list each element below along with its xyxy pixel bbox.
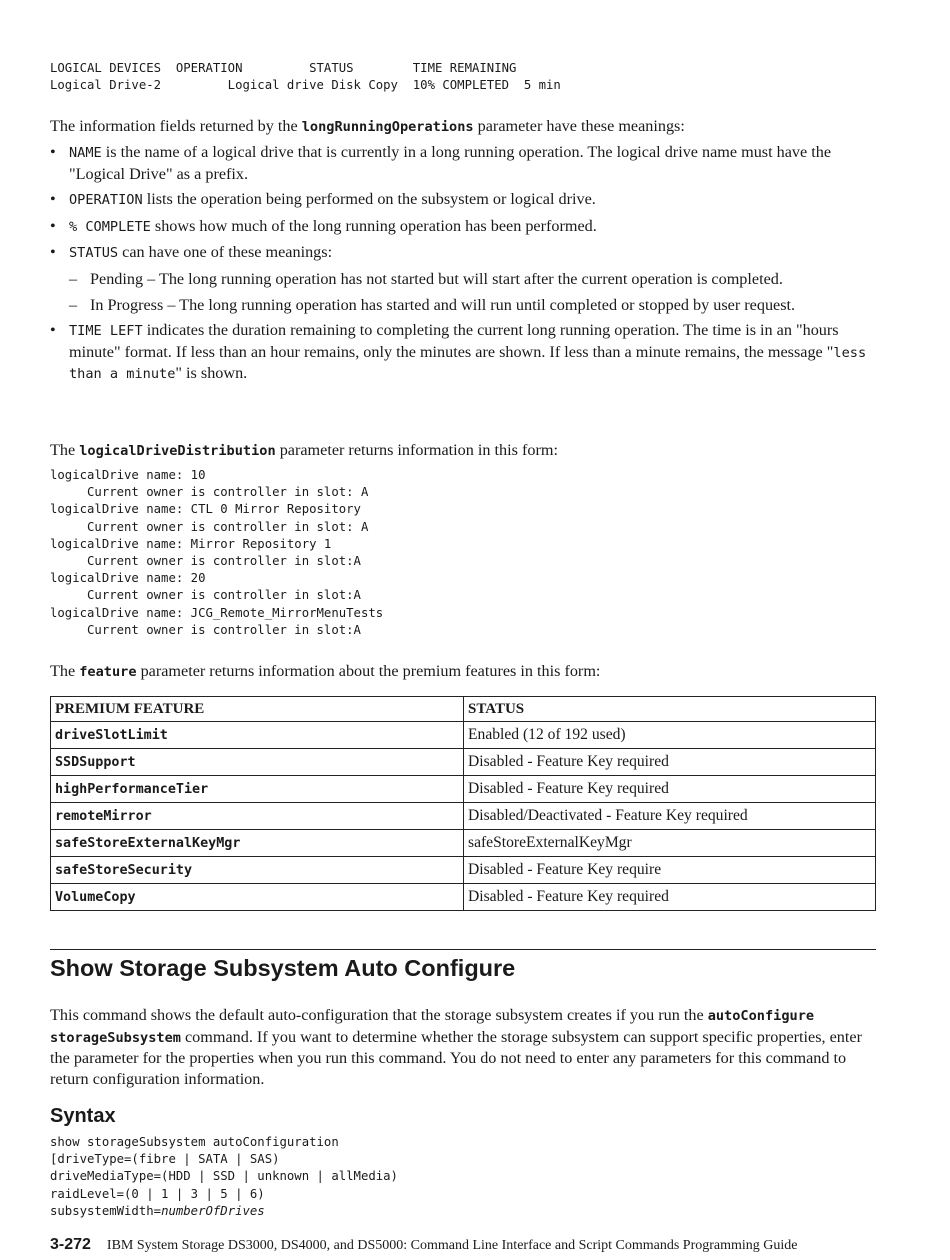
table-row — [51, 884, 876, 911]
feature-status: Enabled (12 of 192 used) — [464, 722, 876, 749]
table-row — [51, 776, 876, 803]
feature-name: driveSlotLimit — [51, 722, 464, 749]
list-item-time-left: • TIME LEFT indicates the duration remaining to completing the current long running operation. The time is in an "hours minute" format. If less than an hour remains, only the minutes are shown. If less than a minute remains, the message "less than a minute" is shown. — [50, 320, 876, 385]
table-row — [51, 857, 876, 884]
table-row — [51, 803, 876, 830]
page-number: 3-272 — [50, 1236, 91, 1253]
section-heading: Show Storage Subsystem Auto Configure — [50, 955, 516, 981]
book-title: IBM System Storage DS3000, DS4000, and DS5000: Command Line Interface and Script Commands Programming Guide — [106, 1238, 798, 1253]
syntax-variable: numberOfDrives — [161, 1203, 265, 1218]
feature-name: remoteMirror — [51, 803, 464, 830]
feature-status: Disabled - Feature Key require — [464, 857, 876, 884]
operations-output — [50, 60, 561, 94]
feature-name: SSDSupport — [51, 749, 464, 776]
page-footer — [50, 1236, 930, 1254]
feature-status: Disabled - Feature Key required — [464, 749, 876, 776]
operations-header: LOGICAL DEVICES OPERATION STATUS TIME REMAINING — [50, 61, 517, 75]
feature-status: safeStoreExternalKeyMgr — [464, 830, 876, 857]
param-logical-drive-distribution: logicalDriveDistribution — [79, 443, 276, 459]
list-item-name: • NAME is the name of a logical drive that is currently in a long running operation. The logical drive name must have the "Logical Drive" as a prefix. — [50, 142, 876, 184]
feature-name: highPerformanceTier — [51, 776, 464, 803]
list-item-operation: • OPERATION lists the operation being performed on the subsystem or logical drive. — [50, 189, 876, 211]
table-header-row — [51, 697, 876, 722]
column-header-feature: PREMIUM FEATURE — [51, 697, 464, 722]
status-in-progress: – In Progress – The long running operation has started and will run until completed or stopped by user request. — [50, 295, 876, 316]
feature-name: safeStoreSecurity — [51, 857, 464, 884]
feature-name: safeStoreExternalKeyMgr — [51, 830, 464, 857]
field-meanings-list — [50, 142, 876, 385]
auto-configure-description: This command shows the default auto-configuration that the storage subsystem creates if you run the autoConfigure storageSubsystem command. If you want to determine whether the storage subsystem can support specific properties, enter the parameter for the properties when you run this command. You do not need to enter any parameters for this command to return configuration information. — [50, 1006, 862, 1088]
feature-status: Disabled - Feature Key required — [464, 884, 876, 911]
list-item-complete: • % COMPLETE shows how much of the long running operation has been performed. — [50, 216, 876, 238]
feature-status: Disabled/Deactivated - Feature Key required — [464, 803, 876, 830]
param-long-running-operations: longRunningOperations — [301, 119, 474, 135]
premium-feature-table — [50, 696, 876, 911]
distribution-intro: The logicalDriveDistribution parameter returns information in this form: — [50, 441, 558, 459]
feature-name: VolumeCopy — [51, 884, 464, 911]
column-header-status: STATUS — [464, 697, 876, 722]
operations-row: Logical Drive-2 Logical drive Disk Copy 10% COMPLETED 5 min — [50, 78, 561, 93]
syntax-heading: Syntax — [50, 1105, 116, 1127]
status-pending: – Pending – The long running operation has not started but will start after the current operation is completed. — [50, 269, 876, 290]
section-divider — [50, 949, 876, 950]
distribution-output: logicalDrive name: 10 Current owner is controller in slot: A logicalDrive name: CTL 0 Mirror Repository Current owner is controller in slot: A logicalDrive name: Mirror Repository 1 Current owner is controller in slot:A logicalDrive name: 20 Current owner is controller in slot:A logicalDrive name: JCG_Remote_MirrorMenuTests Current owner is controller in slot:A — [50, 468, 384, 637]
feature-status: Disabled - Feature Key required — [464, 776, 876, 803]
table-row — [51, 830, 876, 857]
status-meanings-list — [50, 269, 876, 315]
syntax-code: show storageSubsystem autoConfiguration [driveType=(fibre | SATA | SAS) driveMediaType=(HDD | SSD | unknown | allMedia) raidLevel=(0 | 1 | 3 | 5 | 6) subsystemWidth=numberOfDrives — [50, 1135, 398, 1218]
table-row — [51, 749, 876, 776]
param-feature: feature — [79, 664, 137, 680]
list-item-status: • STATUS can have one of these meanings: – Pending – The long running operation has not started but will start after the current operation is completed. – In Progress – The long running operation has started and will run until completed or stopped by user request. — [50, 242, 876, 315]
command-auto-configure: autoConfigure storageSubsystem — [50, 1008, 815, 1046]
table-row — [51, 722, 876, 749]
long-running-intro: The information fields returned by the longRunningOperations parameter have these meanings: — [50, 117, 685, 135]
feature-intro: The feature parameter returns information about the premium features in this form: — [50, 662, 601, 680]
